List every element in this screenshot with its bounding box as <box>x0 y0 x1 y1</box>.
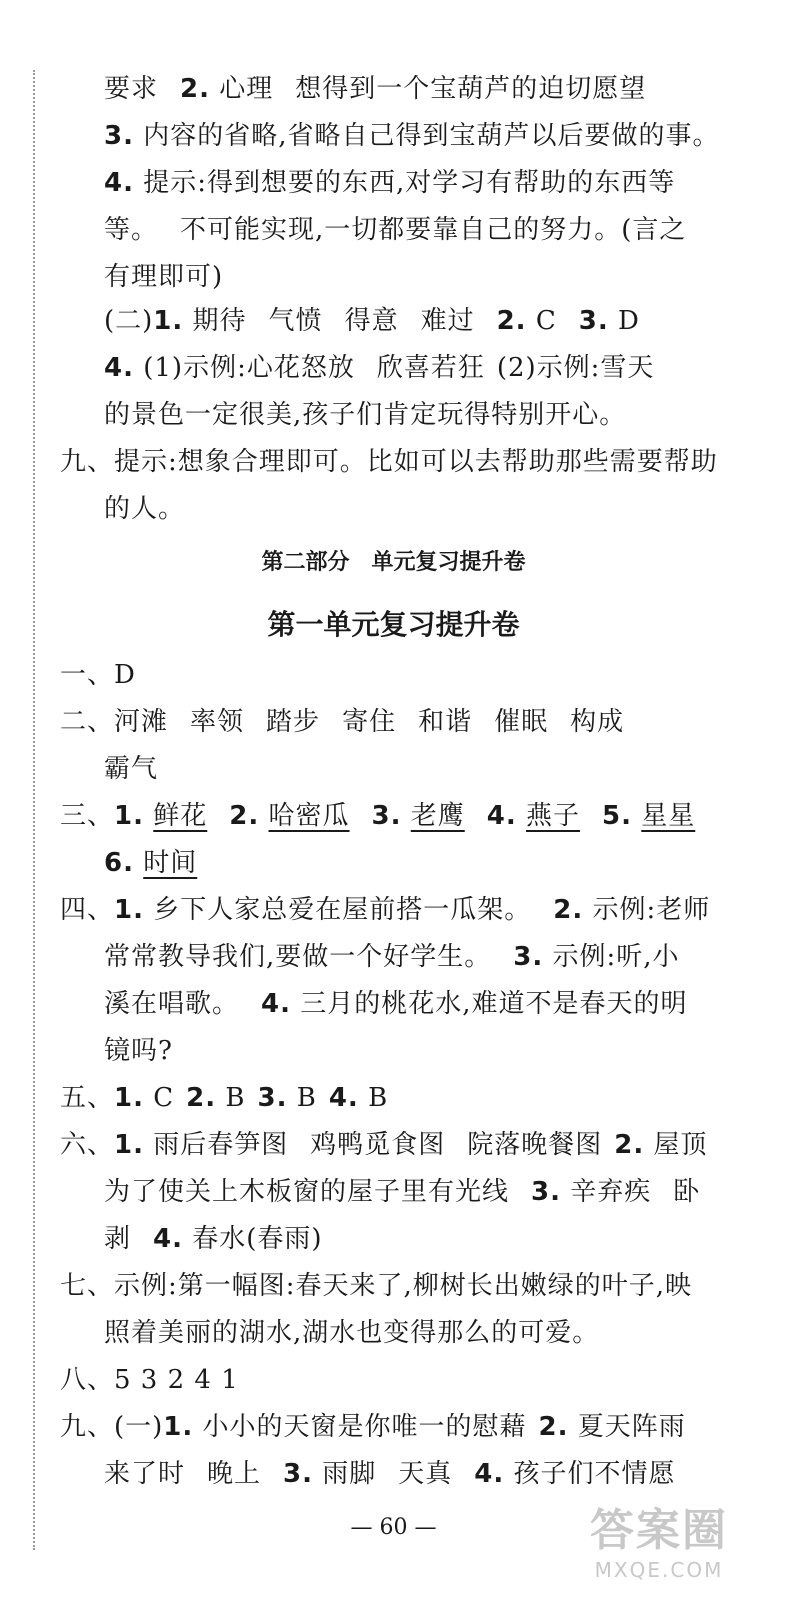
text-line: 3. 内容的省略,省略自己得到宝葫芦以后要做的事。 <box>104 121 720 151</box>
answer-line: 八、5 3 2 4 1 <box>60 1365 239 1395</box>
section-title: 第二部分 单元复习提升卷 <box>261 550 526 575</box>
answer-line: 三、1. 鲜花 2. 哈密瓜 3. 老鹰 4. 燕子 5. 星星 <box>60 801 696 831</box>
text-line: (二)1. 期待 气愤 得意 难过 2. C 3. D <box>104 306 640 336</box>
answer-line: 来了时 晚上 3. 雨脚 天真 4. 孩子们不情愿 <box>104 1459 676 1489</box>
text-line: 九、提示:想象合理即可。比如可以去帮助那些需要帮助 <box>60 447 718 477</box>
text-line: 4. 提示:得到想要的东西,对学习有帮助的东西等 <box>104 168 676 198</box>
answer-line: 剥 4. 春水(春雨) <box>104 1224 323 1254</box>
answer-line: 照着美丽的湖水,湖水也变得那么的可爱。 <box>104 1318 600 1348</box>
answer-line: 溪在唱歌。 4. 三月的桃花水,难道不是春天的明 <box>104 989 688 1019</box>
answer-line: 五、1. C 2. B 3. B 4. B <box>60 1083 389 1113</box>
text-line: 的人。 <box>104 494 186 524</box>
answer-line: 霸气 <box>104 754 159 784</box>
answer-line: 为了使关上木板窗的屋子里有光线 3. 辛弃疾 卧 <box>104 1177 701 1207</box>
answer-line: 常常教导我们,要做一个好学生。 3. 示例:听,小 <box>104 942 680 972</box>
margin-dotted-line <box>33 70 35 1550</box>
text-line: 有理即可) <box>104 262 224 292</box>
text-line: 的景色一定很美,孩子们肯定玩得特别开心。 <box>104 400 627 430</box>
text-line: 4. (1)示例:心花怒放 欣喜若狂 (2)示例:雪天 <box>104 353 655 383</box>
answer-line: 镜吗? <box>104 1036 173 1066</box>
answer-line: 七、示例:第一幅图:春天来了,柳树长出嫩绿的叶子,映 <box>60 1271 693 1301</box>
answer-line: 四、1. 乡下人家总爱在屋前搭一瓜架。 2. 示例:老师 <box>60 895 711 925</box>
text-line: 要求 2. 心理 想得到一个宝葫芦的迫切愿望 <box>104 74 647 104</box>
text-line: 等。 不可能实现,一切都要靠自己的努力。(言之 <box>104 215 687 245</box>
answer-line: 一、D <box>60 660 136 690</box>
unit-title: 第一单元复习提升卷 <box>267 608 520 641</box>
answer-line: 六、1. 雨后春笋图 鸡鸭觅食图 院落晚餐图 2. 屋顶 <box>60 1130 708 1160</box>
page-number: — 60 — <box>350 1515 437 1540</box>
watermark-logo: 答案圈 MXQE.COM <box>590 1505 728 1582</box>
answer-line: 6. 时间 <box>104 848 198 878</box>
answer-line: 二、河滩 率领 踏步 寄住 和谐 催眠 构成 <box>60 707 625 737</box>
answer-line: 九、(一)1. 小小的天窗是你唯一的慰藉 2. 夏天阵雨 <box>60 1412 686 1442</box>
